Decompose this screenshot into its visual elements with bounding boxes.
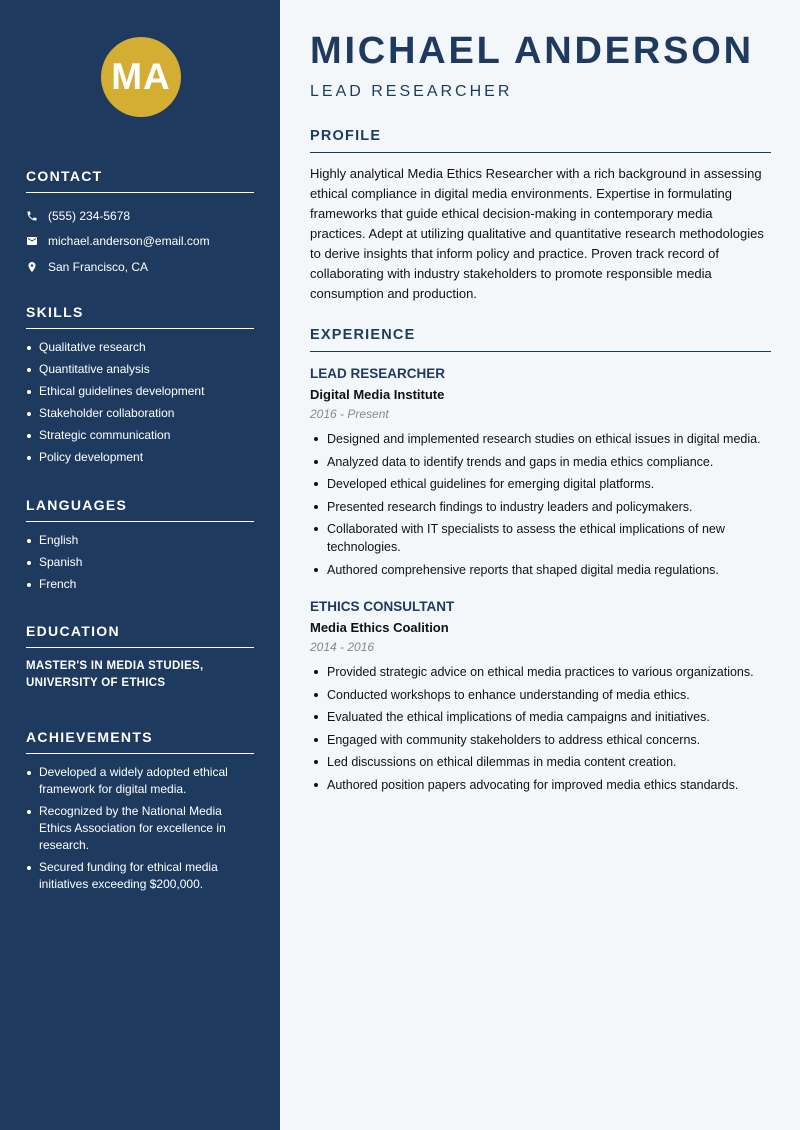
job-title: ETHICS CONSULTANT	[310, 599, 455, 614]
languages-list	[26, 532, 254, 593]
list-item: Developed ethical guidelines for emerging digital platforms.	[310, 475, 771, 493]
experience-section	[310, 327, 771, 352]
list-item: Quantitative analysis	[26, 361, 254, 378]
job-dates: 2016 - Present	[310, 407, 389, 421]
education-heading: EDUCATION	[26, 623, 254, 648]
education-section	[26, 623, 254, 692]
achievements-heading: ACHIEVEMENTS	[26, 729, 254, 754]
list-item: Authored comprehensive reports that shaped digital media regulations.	[310, 561, 771, 579]
list-item: Evaluated the ethical implications of media campaigns and initiatives.	[310, 708, 771, 726]
list-item: Ethical guidelines development	[26, 383, 254, 400]
avatar	[101, 37, 181, 117]
list-item: Policy development	[26, 449, 254, 466]
list-item: Authored position papers advocating for improved media ethics standards.	[310, 776, 771, 794]
job-bullets	[310, 430, 771, 579]
job-company: Digital Media Institute	[310, 387, 445, 402]
contact-list	[26, 203, 254, 280]
skills-list	[26, 339, 254, 466]
contact-email	[26, 229, 254, 255]
achievements-list	[26, 764, 254, 893]
avatar-initials: MA	[111, 56, 171, 97]
list-item: Provided strategic advice on ethical media practices to various organizations.	[310, 663, 771, 681]
profile-text: Highly analytical Media Ethics Researcher with a rich background in assessing ethical compliance in digital media environments. Expertise in formulating frameworks that guide ethical decision-making in contemporary media practices. Adept at utilizing qualitative and quantitative research methodologies to derive insights that inform policy and practice. Proven track record of collaborating with industry stakeholders to promote responsible media consumption and production.	[310, 166, 764, 301]
contact-location-text: San Francisco, CA	[48, 259, 149, 274]
contact-location	[26, 254, 254, 280]
job-title: LEAD RESEARCHER	[310, 366, 446, 381]
contact-phone	[26, 203, 254, 229]
job-bullets	[310, 663, 771, 794]
skills-section	[26, 304, 254, 471]
email-icon	[26, 235, 48, 247]
job-company: Media Ethics Coalition	[310, 620, 449, 635]
list-item: Secured funding for ethical media initiatives exceeding $200,000.	[26, 859, 254, 893]
languages-heading: LANGUAGES	[26, 497, 254, 522]
phone-icon	[26, 210, 48, 222]
list-item: French	[26, 576, 254, 593]
sidebar	[0, 0, 280, 1130]
languages-section	[26, 497, 254, 598]
job-entry	[310, 599, 771, 798]
list-item: Strategic communication	[26, 427, 254, 444]
contact-section	[26, 168, 254, 280]
achievements-section	[26, 729, 254, 898]
list-item: Presented research findings to industry leaders and policymakers.	[310, 498, 771, 516]
contact-phone-text[interactable]: (555) 234-5678	[48, 208, 131, 223]
list-item: Collaborated with IT specialists to assess the ethical implications of new technologies.	[310, 520, 771, 556]
list-item: Developed a widely adopted ethical framework for digital media.	[26, 764, 254, 798]
list-item: English	[26, 532, 254, 549]
contact-heading: CONTACT	[26, 168, 254, 193]
candidate-name: MICHAEL ANDERSON	[310, 30, 754, 72]
list-item: Analyzed data to identify trends and gaps in media ethics compliance.	[310, 453, 771, 471]
list-item: Led discussions on ethical dilemmas in media content creation.	[310, 753, 771, 771]
job-dates: 2014 - 2016	[310, 640, 375, 654]
list-item: Designed and implemented research studies on ethical issues in digital media.	[310, 430, 771, 448]
list-item: Conducted workshops to enhance understanding of media ethics.	[310, 686, 771, 704]
location-icon	[26, 261, 48, 273]
list-item: Engaged with community stakeholders to address ethical concerns.	[310, 731, 771, 749]
experience-heading: EXPERIENCE	[310, 327, 771, 352]
education-degree: MASTER'S IN MEDIA STUDIES, UNIVERSITY OF ETHICS	[26, 660, 204, 689]
job-entry	[310, 366, 771, 583]
contact-email-text[interactable]: michael.anderson@email.com	[48, 234, 210, 249]
skills-heading: SKILLS	[26, 304, 254, 329]
candidate-title: LEAD RESEARCHER	[310, 83, 513, 100]
list-item: Spanish	[26, 554, 254, 571]
list-item: Recognized by the National Media Ethics Association for excellence in research.	[26, 803, 254, 854]
list-item: Qualitative research	[26, 339, 254, 356]
profile-section	[310, 128, 771, 304]
list-item: Stakeholder collaboration	[26, 405, 254, 422]
profile-heading: PROFILE	[310, 128, 771, 153]
